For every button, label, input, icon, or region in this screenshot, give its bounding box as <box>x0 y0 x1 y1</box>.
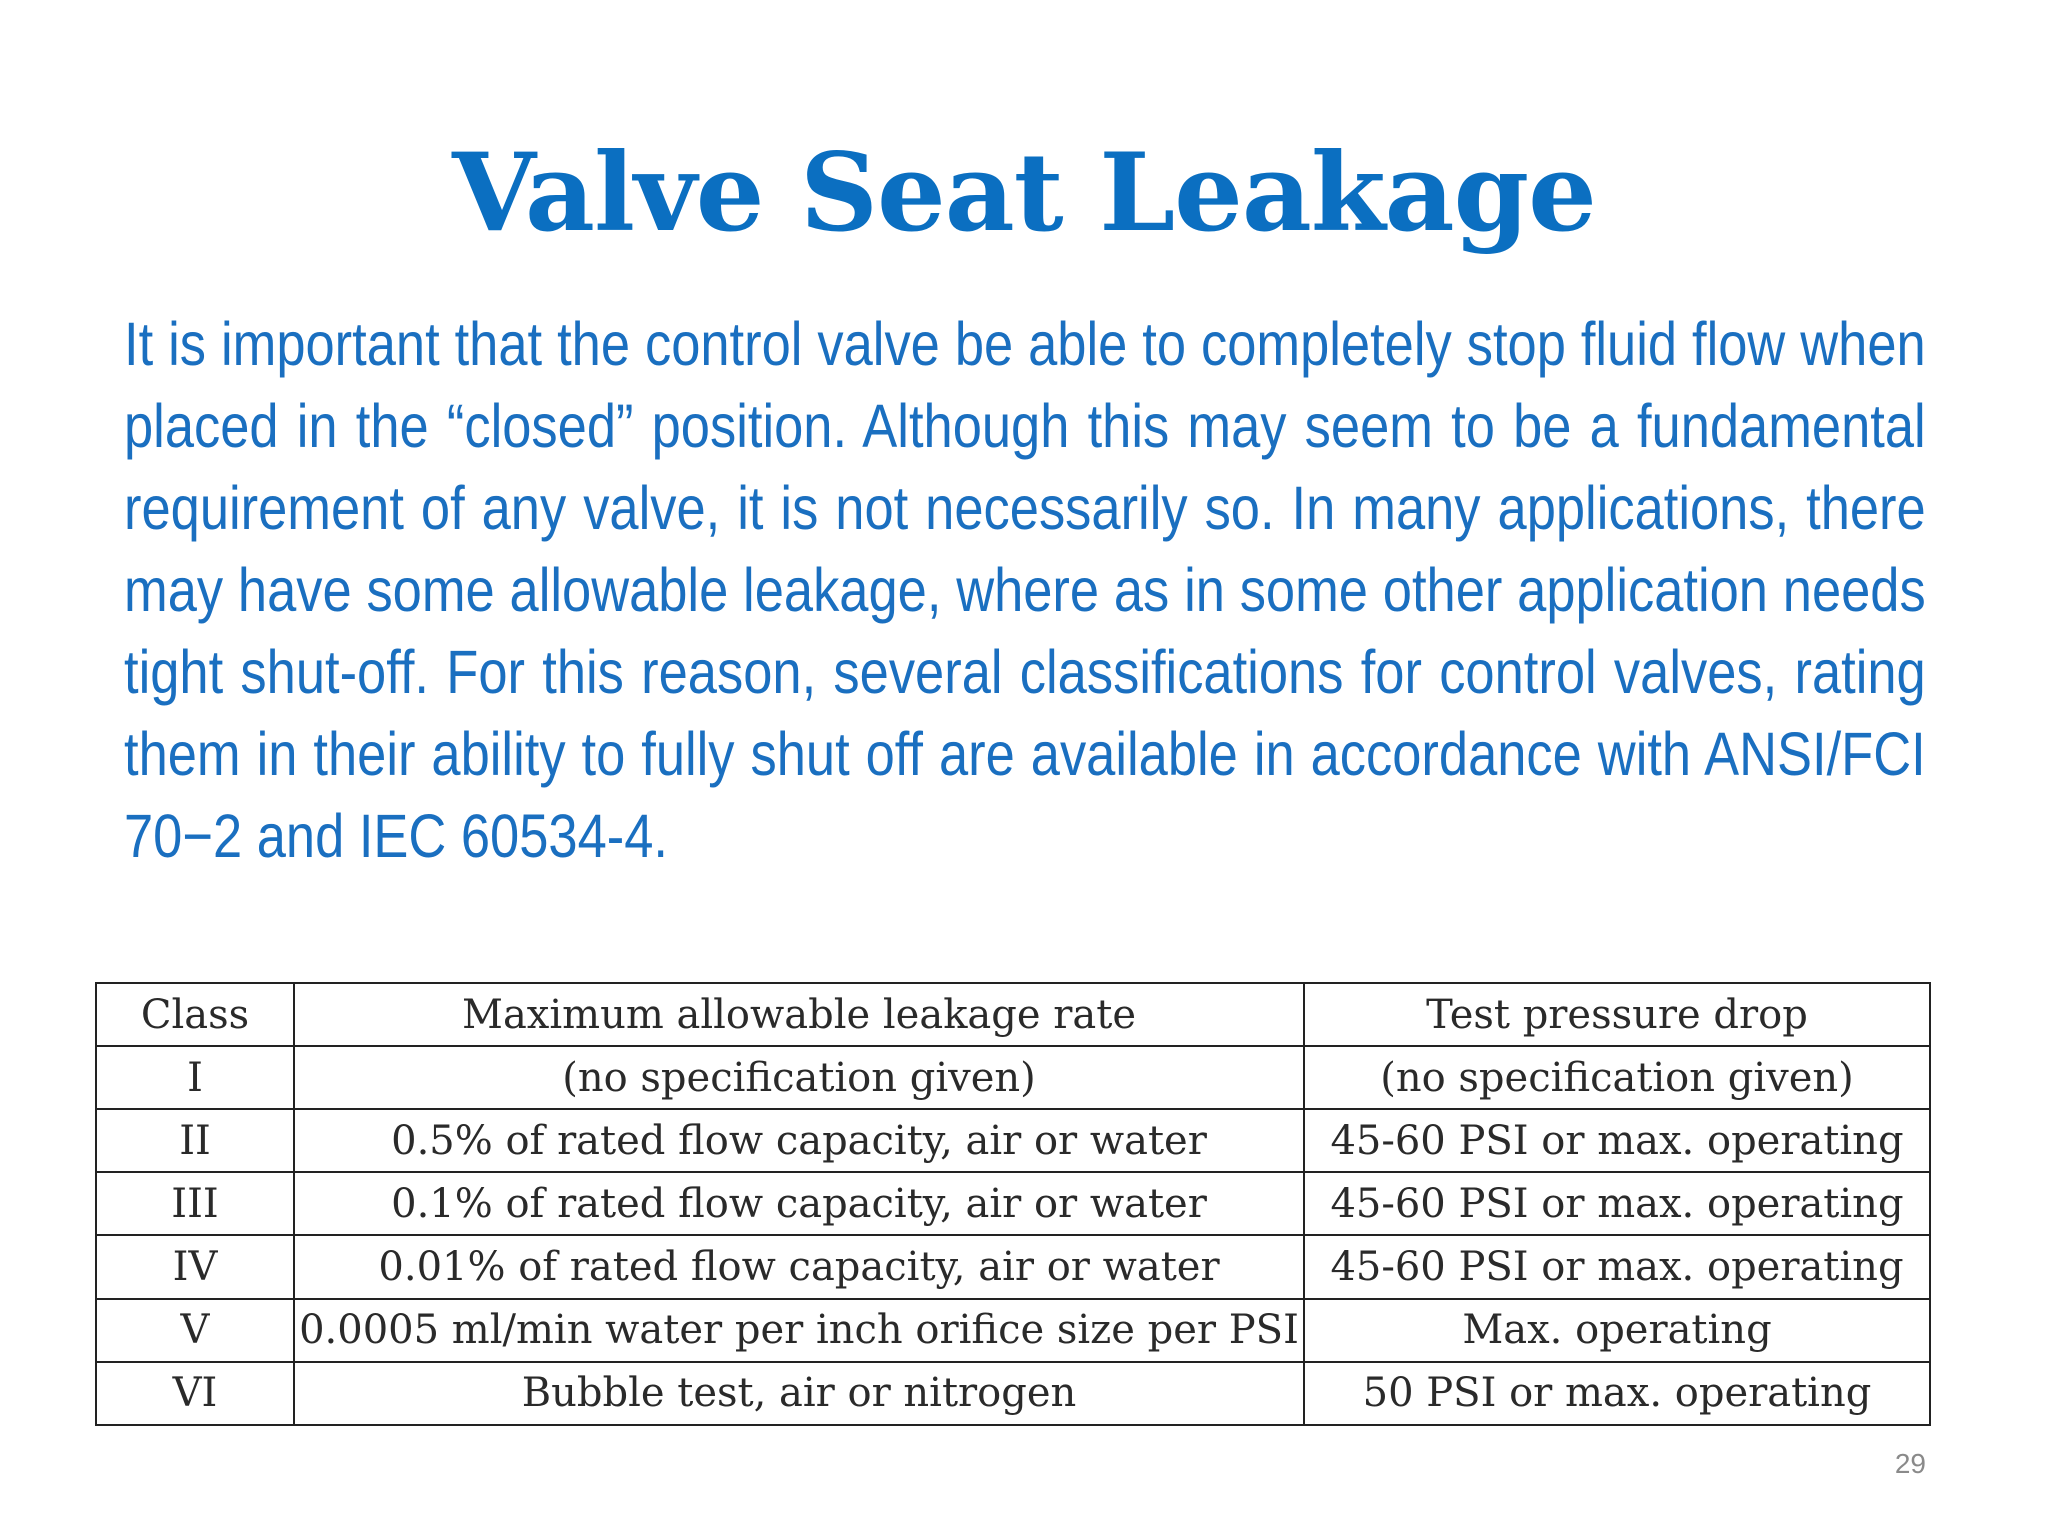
table-row <box>96 1046 1930 1109</box>
table-row <box>96 1109 1930 1172</box>
header-max-leakage-rate: Maximum allowable leakage rate <box>294 983 1304 1046</box>
cell-leakage-rate: 0.01% of rated flow capacity, air or water <box>294 1235 1304 1298</box>
leakage-class-table <box>95 982 1931 1426</box>
cell-leakage-rate: 0.1% of rated flow capacity, air or water <box>294 1172 1304 1235</box>
table-row <box>96 1235 1930 1298</box>
slide-title: Valve Seat Leakage <box>452 130 1596 256</box>
cell-class: II <box>96 1109 294 1172</box>
table-header-row <box>96 983 1930 1046</box>
table-row <box>96 1362 1930 1425</box>
cell-test-pressure: 45-60 PSI or max. operating <box>1304 1109 1930 1172</box>
cell-test-pressure: 45-60 PSI or max. operating <box>1304 1235 1930 1298</box>
cell-test-pressure: 50 PSI or max. operating <box>1304 1362 1930 1425</box>
cell-class: III <box>96 1172 294 1235</box>
header-test-pressure-drop: Test pressure drop <box>1304 983 1930 1046</box>
table-row <box>96 1299 1930 1362</box>
page-number: 29 <box>1894 1448 1926 1479</box>
leakage-class-table-container <box>95 982 1929 1426</box>
cell-class: IV <box>96 1235 294 1298</box>
cell-class: VI <box>96 1362 294 1425</box>
cell-leakage-rate: (no specification given) <box>294 1046 1304 1109</box>
header-class: Class <box>96 983 294 1046</box>
cell-test-pressure: (no specification given) <box>1304 1046 1930 1109</box>
slide-body-text: It is important that the control valve be able to completely stop fluid flow when placed in the “closed” position. Although this may seem to be a fundamental requirement of any valve, it is not necessarily so. In many applications, there may have some allowable leakage, where as in some other application needs tight shut-off. For this reason, several classifications for control valves, rating them in their ability to fully shut off are available in accordance with ANSI/FCI 70−2 and IEC 60534-4. <box>124 310 1926 870</box>
cell-leakage-rate: 0.5% of rated flow capacity, air or water <box>294 1109 1304 1172</box>
table-row <box>96 1172 1930 1235</box>
cell-test-pressure: Max. operating <box>1304 1299 1930 1362</box>
cell-test-pressure: 45-60 PSI or max. operating <box>1304 1172 1930 1235</box>
cell-class: I <box>96 1046 294 1109</box>
cell-leakage-rate: 0.0005 ml/min water per inch orifice size per PSI <box>294 1299 1304 1362</box>
cell-class: V <box>96 1299 294 1362</box>
cell-leakage-rate: Bubble test, air or nitrogen <box>294 1362 1304 1425</box>
